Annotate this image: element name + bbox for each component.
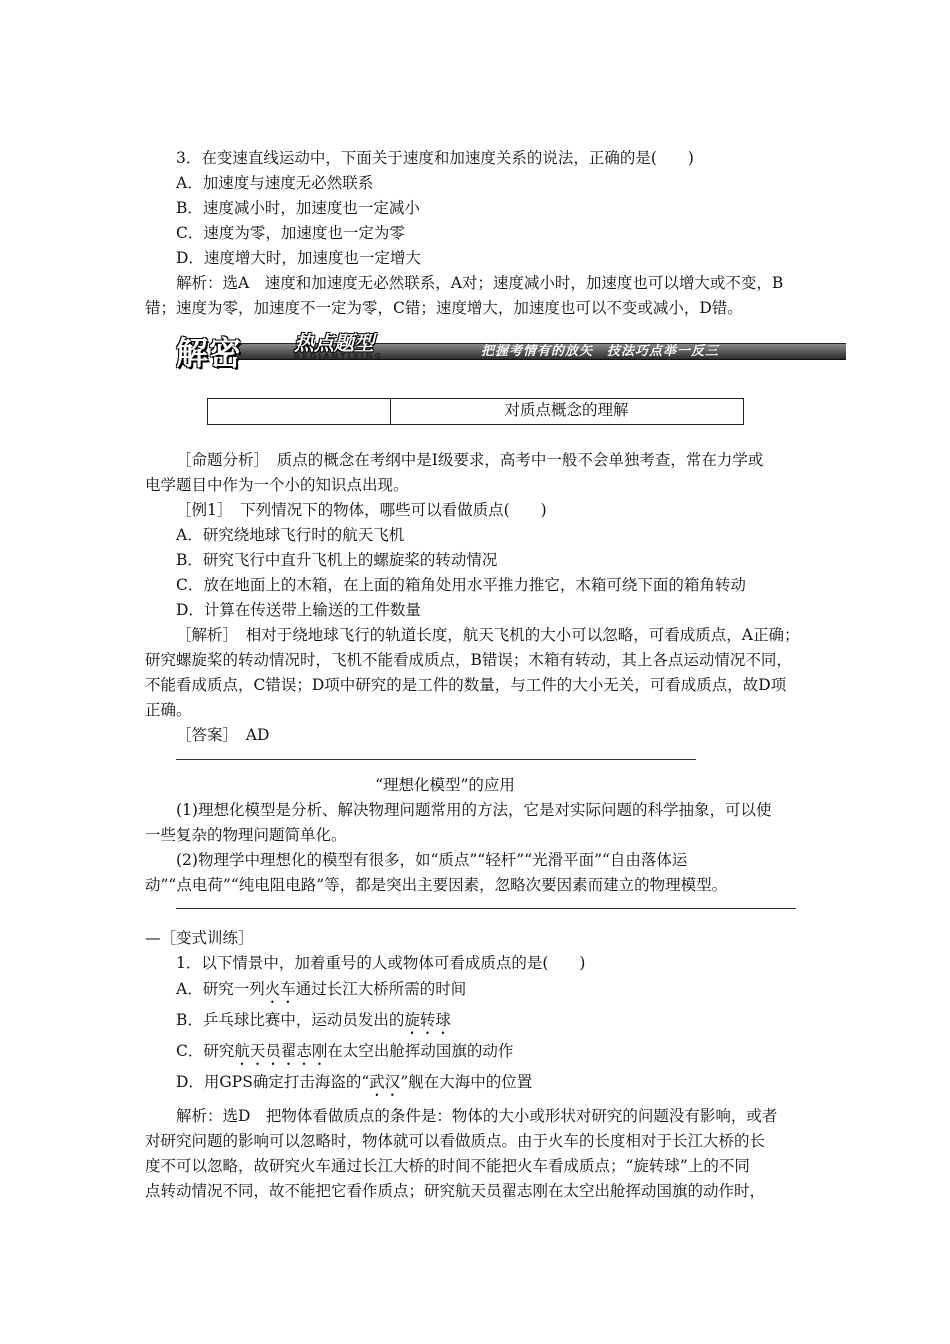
banner-slogan: 把握考情有的放矢 技法巧点举一反三 [481, 344, 720, 359]
solution-line-3: 不能看成质点，C错误；D项中研究的是工件的数量，与工件的大小无关，可看成质点，故D项 [145, 676, 787, 694]
option-text: 通过长江大桥所需的时间 [295, 980, 467, 998]
emphasized-text: 航天员翟志刚 [234, 1042, 328, 1060]
model-para-2b: 动”“点电荷”“纯电阻电路”等，都是突出主要因素，忽略次要因素而建立的物理模型。 [145, 876, 728, 894]
solution-line-4: 正确。 [145, 701, 192, 719]
practice-option-a [176, 979, 466, 1007]
q3-option-c: C．速度为零，加速度也一定为零 [176, 224, 405, 242]
option-text: ”舰在大海中的位置 [400, 1073, 533, 1091]
banner-title: 热点题型 [294, 331, 374, 355]
model-para-2a: (2)物理学中理想化的模型有很多，如“质点”“轻杆”“光滑平面”“自由落体运 [176, 851, 688, 869]
practice-option-d [176, 1072, 532, 1100]
option-text: A．研究一列 [176, 980, 265, 998]
option-text: 在太空出舱挥动国旗的动作 [327, 1042, 514, 1060]
practice-option-c [176, 1041, 513, 1069]
solution-line-1: ［解析］ 相对于绕地球飞行的轨道长度，航天飞机的大小可以忽略，可看成质点，A正确； [176, 626, 800, 644]
analysis-line-1: ［命题分析］ 质点的概念在考纲中是Ⅰ级要求，高考中一般不会单独考查，常在力学或 [176, 451, 764, 469]
example-stem: ［例1］ 下列情况下的物体，哪些可以看做质点( ) [176, 501, 547, 519]
banner-pinyin: REDIANTIXING [294, 352, 383, 361]
emphasized-text: 旋转球 [404, 1011, 451, 1029]
section-banner [176, 330, 846, 372]
example-option-c: C．放在地面上的木箱，在上面的箱角处用水平推力推它，木箱可绕下面的箱角转动 [176, 576, 746, 594]
emphasized-text: 火车 [264, 980, 296, 998]
q3-option-d: D．速度增大时，加速度也一定增大 [176, 249, 421, 267]
analysis-line-2: 电学题目中作为一个小的知识点出现。 [145, 476, 409, 494]
divider-line [176, 759, 696, 760]
example-option-b: B．研究飞行中直升飞机上的螺旋桨的转动情况 [176, 551, 498, 569]
practice-solution-1: 解析：选D 把物体看做质点的条件是：物体的大小或形状对研究的问题没有影响，或者 [176, 1107, 778, 1125]
option-text: D．用GPS确定打击海盗的“ [176, 1073, 370, 1091]
option-text: B．乒乓球比赛中，运动员发出的 [176, 1011, 405, 1029]
q3-stem: 3．在变速直线运动中，下面关于速度和加速度关系的说法，正确的是( ) [176, 149, 694, 167]
practice-header: —［变式训练］ [145, 929, 254, 947]
model-para-1b: 一些复杂的物理问题简单化。 [145, 826, 347, 844]
q3-analysis-line-2: 错；速度为零，加速度不一定为零，C错；速度增大，加速度也可以不变或减小，D错。 [145, 299, 743, 317]
option-text: C．研究 [176, 1042, 235, 1060]
topic-heading-box [207, 398, 744, 425]
solution-line-2: 研究螺旋桨的转动情况时，飞机不能看成质点，B错误；木箱有转动，其上各点运动情况不同， [145, 651, 792, 669]
example-option-d: D．计算在传送带上输送的工件数量 [176, 601, 421, 619]
divider-line [176, 908, 796, 909]
practice-solution-4: 点转动情况不同，故不能把它看作质点；研究航天员翟志刚在太空出舱挥动国旗的动作时， [145, 1182, 766, 1200]
model-title: “理想化模型”的应用 [375, 776, 515, 794]
practice-solution-2: 对研究问题的影响可以忽略时，物体就可以看做质点。由于火车的长度相对于长江大桥的长 [145, 1132, 766, 1150]
practice-solution-3: 度不可以忽略，故研究火车通过长江大桥的时间不能把火车看成质点；“旋转球”上的不同 [145, 1157, 750, 1175]
q3-option-b: B．速度减小时，加速度也一定减小 [176, 199, 420, 217]
model-para-1a: (1)理想化模型是分析、解决物理问题常用的方法，它是对实际问题的科学抽象，可以使 [176, 801, 772, 819]
emphasized-text: 武汉 [369, 1073, 401, 1091]
answer-line: ［答案］ AD [176, 726, 270, 744]
q3-option-a: A．加速度与速度无必然联系 [176, 174, 374, 192]
topic-title: 对质点概念的理解 [504, 401, 629, 419]
practice-option-b [176, 1010, 451, 1038]
practice-stem: 1．以下情景中，加着重号的人或物体可看成质点的是( ) [176, 954, 586, 972]
q3-analysis-line-1: 解析：选A 速度和加速度无必然联系，A对；速度减小时，加速度也可以增大或不变，B [176, 274, 784, 292]
banner-jiemi-label: 解密 [176, 334, 243, 372]
example-option-a: A．研究绕地球飞行时的航天飞机 [176, 526, 405, 544]
